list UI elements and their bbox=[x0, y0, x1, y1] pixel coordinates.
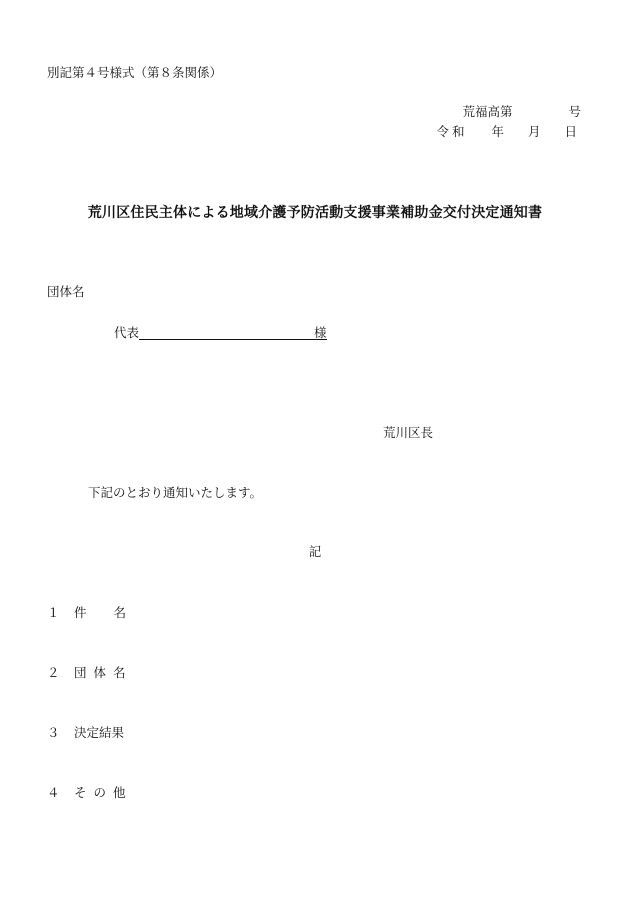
item-label: 件名 bbox=[74, 605, 154, 620]
list-item bbox=[47, 727, 124, 740]
item-label: 決定結果 bbox=[74, 725, 125, 740]
item-number: １ bbox=[47, 605, 60, 620]
item-label: 団体名 bbox=[74, 665, 133, 680]
date-month: 月 bbox=[527, 124, 541, 139]
list-item bbox=[47, 667, 133, 680]
form-label: 別記第４号様式（第８条関係） bbox=[47, 65, 223, 80]
item-label: その他 bbox=[74, 785, 133, 800]
item-number: ２ bbox=[47, 665, 60, 680]
list-item bbox=[47, 607, 153, 620]
representative-name-field bbox=[139, 326, 314, 340]
item-number: ４ bbox=[47, 785, 60, 800]
document-number-prefix: 荒福高第 bbox=[462, 104, 513, 119]
issue-date bbox=[436, 126, 577, 139]
date-day: 日 bbox=[564, 124, 577, 139]
document-number bbox=[462, 106, 581, 119]
representative-line bbox=[114, 326, 327, 340]
sender-name: 荒川区長 bbox=[383, 425, 434, 440]
recipient-group-name-label: 団体名 bbox=[47, 284, 85, 299]
representative-honorific: 様 bbox=[314, 324, 327, 340]
list-item bbox=[47, 787, 133, 800]
notice-text: 下記のとおり通知いたします。 bbox=[88, 485, 263, 500]
ki-heading: 記 bbox=[308, 544, 322, 559]
representative-label: 代表 bbox=[114, 324, 140, 340]
date-era: 令和 bbox=[436, 124, 468, 139]
document-number-suffix: 号 bbox=[568, 104, 581, 119]
item-number: ３ bbox=[47, 725, 60, 740]
document-title: 荒川区住民主体による地域介護予防活動支援事業補助金交付決定通知書 bbox=[87, 205, 543, 221]
date-year: 年 bbox=[491, 124, 504, 139]
